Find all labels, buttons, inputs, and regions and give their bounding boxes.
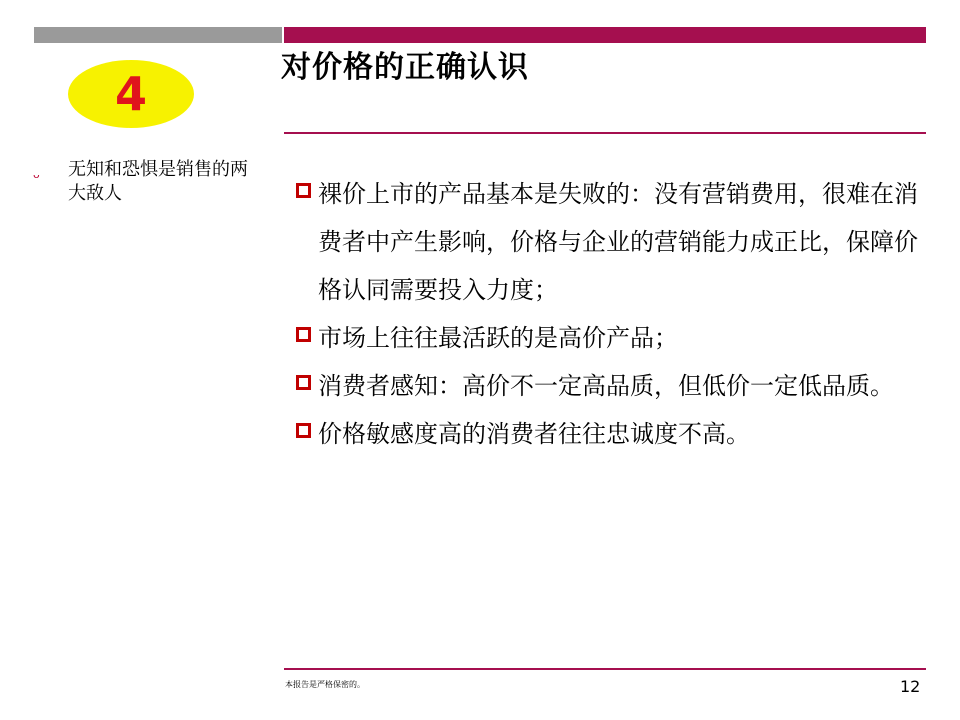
footer-divider bbox=[284, 668, 926, 670]
checkbox-square-icon bbox=[296, 183, 311, 198]
page-title: 对价格的正确认识 bbox=[281, 50, 529, 85]
header-bar-grey bbox=[34, 27, 282, 43]
content-list bbox=[296, 170, 926, 458]
page-number: 12 bbox=[900, 677, 921, 696]
title-divider bbox=[284, 132, 926, 134]
sidebar-bullet-icon: ᴗ bbox=[33, 168, 40, 181]
checkbox-square-icon bbox=[296, 327, 311, 342]
section-number-badge bbox=[68, 60, 194, 128]
content-item bbox=[296, 314, 926, 362]
content-item bbox=[296, 362, 926, 410]
confidentiality-note: 本报告是严格保密的。 bbox=[285, 680, 365, 689]
checkbox-square-icon bbox=[296, 423, 311, 438]
content-item-text: 市场上往往最活跃的是高价产品； bbox=[318, 324, 678, 352]
section-number: 4 bbox=[114, 67, 147, 121]
sidebar-note: 无知和恐惧是销售的两大敌人 bbox=[68, 159, 248, 204]
content-item-text: 价格敏感度高的消费者往往忠诚度不高。 bbox=[318, 420, 750, 448]
header-bar-accent bbox=[284, 27, 926, 43]
content-item-text: 消费者感知：高价不一定高品质，但低价一定低品质。 bbox=[318, 372, 894, 400]
content-item bbox=[296, 170, 926, 314]
content-item-text: 裸价上市的产品基本是失败的：没有营销费用，很难在消费者中产生影响，价格与企业的营销能力成正比，保障价格认同需要投入力度； bbox=[318, 180, 918, 304]
content-item bbox=[296, 410, 926, 458]
checkbox-square-icon bbox=[296, 375, 311, 390]
